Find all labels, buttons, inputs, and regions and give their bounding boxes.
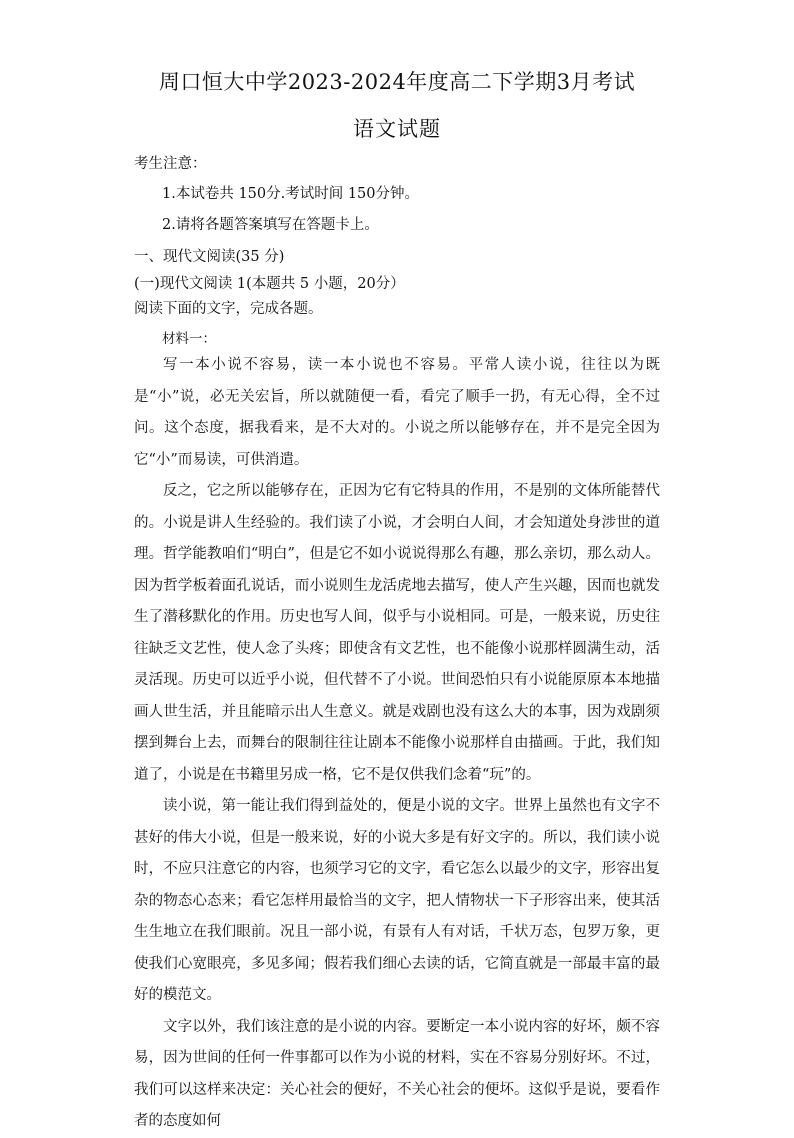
paragraph: 反之，它之所以能够存在，正因为它有它特具的作用，不是别的文体所能替代的。小说是讲人生经验的。我们读了小说，才会明白人间，才会知道处身涉世的道理。哲学能教咱们“明白”，但是它不如小说说得那么有趣，那么亲切，那么动人。因为哲学板着面孔说话，而小说则生龙活虎地去描写，使人产生兴趣，因而也就发生了潜移默化的作用。历史也写人间，似乎与小说相同。可是，一般来说，历史往往缺乏文艺性，使人念了头疼；即使含有文艺性，也不能像小说那样圆满生动，活灵活现。历史可以近乎小说，但代替不了小说。世间恐怕只有小说能原原本本地描画人世生活，并且能暗示出人生意义。就是戏剧也没有这么大的本事，因为戏剧须摆到舞台上去，而舞台的限制往往让剧本不能像小说那样自由描画。于此，我们知道了，小说是在书籍里另成一格，它不是仅供我们念着“玩”的。 (134, 483, 660, 783)
notice-heading: 考生注意： (134, 156, 207, 172)
notice-item-2: 2.请将各题答案填写在答题卡上。 (162, 217, 379, 233)
exam-title: 周口恒大中学2023-2024年度高二下学期3月考试 (158, 70, 636, 94)
paragraph: 读小说，第一能让我们得到益处的，便是小说的文字。世界上虽然也有文字不甚好的伟大小说，但是一般来说，好的小说大多是有好文字的。所以，我们读小说时，不应只注意它的内容，也须学习它的文字，看它怎么以最少的文字，形容出复杂的物态心态来；看它怎样用最恰当的文字，把人情物状一下子形容出来，使其活生生地立在我们眼前。况且一部小说，有景有人有对话，千状万态，包罗万象，更使我们心宽眼亮，多见多闻；假若我们细心去读的话，它简直就是一部最丰富的最好的模范文。 (134, 798, 660, 1003)
exam-subtitle: 语文试题 (353, 117, 441, 141)
reading-instruction: 阅读下面的文字，完成各题。 (134, 301, 323, 317)
subsection-title: (一)现代文阅读 1(本题共 5 小题，20分） (134, 276, 405, 292)
paragraph: 写一本小说不容易，读一本小说也不容易。平常人读小说，往往以为既是“小”说，必无关宏旨，所以就随便一看，看完了顺手一扔，有无心得，全不过问。这个态度，据我看来，是不大对的。小说之所以能够存在，并不是完全因为它“小”而易读，可供消遣。 (134, 357, 660, 468)
reading-passage (134, 350, 660, 1138)
paragraph: 文字以外，我们该注意的是小说的内容。要断定一本小说内容的好坏，颇不容易，因为世间的任何一件事都可以作为小说的材料，实在不容易分别好坏。不过，我们可以这样来决定：关心社会的便好，不关心社会的便坏。这似乎是说，要看作者的态度如何 (134, 1018, 660, 1129)
material-label: 材料一： (162, 331, 216, 347)
notice-item-1: 1.本试卷共 150分.考试时间 150分钟。 (162, 186, 420, 202)
section-title: 一、现代文阅读(35 分) (134, 249, 285, 265)
